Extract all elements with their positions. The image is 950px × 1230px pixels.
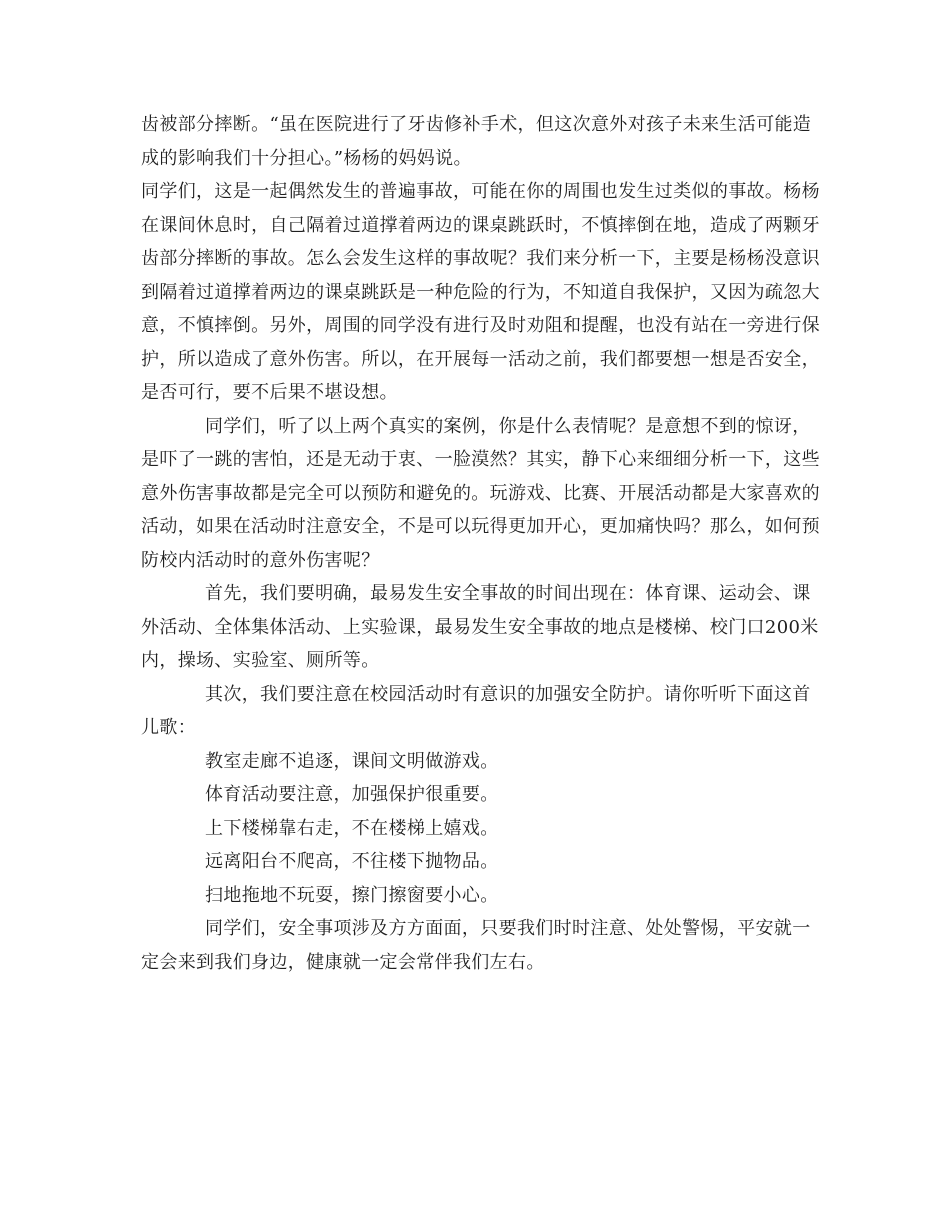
paragraph-reflection: 同学们，听了以上两个真实的案例，你是什么表情呢？是意想不到的惊讶，是吓了一跳的害怕，还是无动于衷、一脸漠然？其实，静下心来细细分析一下，这些意外伤害事故都是完全可以预防和避免的。玩游戏、比赛、开展活动都是大家喜欢的活动，如果在活动时注意安全，不是可以玩得更加开心，更加痛快吗？那么，如何预防校内活动时的意外伤害呢？: [141, 415, 820, 571]
document-body: [141, 108, 827, 979]
paragraph-risk-times-places: 首先，我们要明确，最易发生安全事故的时间出现在：体育课、运动会、课外活动、全体集体活动、上实验课，最易发生安全事故的地点是楼梯、校门口200米内，操场、实验室、厕所等。: [141, 583, 819, 671]
paragraph-closing: 同学们，安全事项涉及方方面面，只要我们时时注意、处处警惕，平安就一定会来到我们身边，健康就一定会常伴我们左右。: [141, 918, 811, 973]
poem-line: 体育活动要注意，加强保护很重要。: [205, 784, 499, 805]
poem-line: 远离阳台不爬高，不往楼下抛物品。: [205, 851, 499, 872]
paragraph-song-intro: 其次，我们要注意在校园活动时有意识的加强安全防护。请你听听下面这首儿歌：: [141, 683, 811, 738]
poem-line: 教室走廊不追逐，课间文明做游戏。: [205, 750, 499, 772]
paragraph-accident-analysis: 同学们，这是一起偶然发生的普遍事故，可能在你的周围也发生过类似的事故。杨杨在课间休息时，自己隔着过道撑着两边的课桌跳跃时，不慎摔倒在地，造成了两颗牙齿部分摔断的事故。怎么会发生这样的事故呢？我们来分析一下，主要是杨杨没意识到隔着过道撑着两边的课桌跳跃是一种危险的行为，不知道自我保护，又因为疏忽大意，不慎摔倒。另外，周围的同学没有进行及时劝阻和提醒，也没有站在一旁进行保护，所以造成了意外伤害。所以，在开展每一活动之前，我们都要想一想是否安全，是否可行，要不后果不堪设想。: [141, 181, 820, 403]
paragraph-hospital-quote: 齿被部分摔断。“虽在医院进行了牙齿修补手术，但这次意外对孩子未来生活可能造成的影响我们十分担心。”杨杨的妈妈说。: [141, 114, 812, 169]
poem-line: 上下楼梯靠右走，不在楼梯上嬉戏。: [205, 817, 499, 839]
poem-line: 扫地拖地不玩耍，擦门擦窗要小心。: [205, 884, 499, 906]
